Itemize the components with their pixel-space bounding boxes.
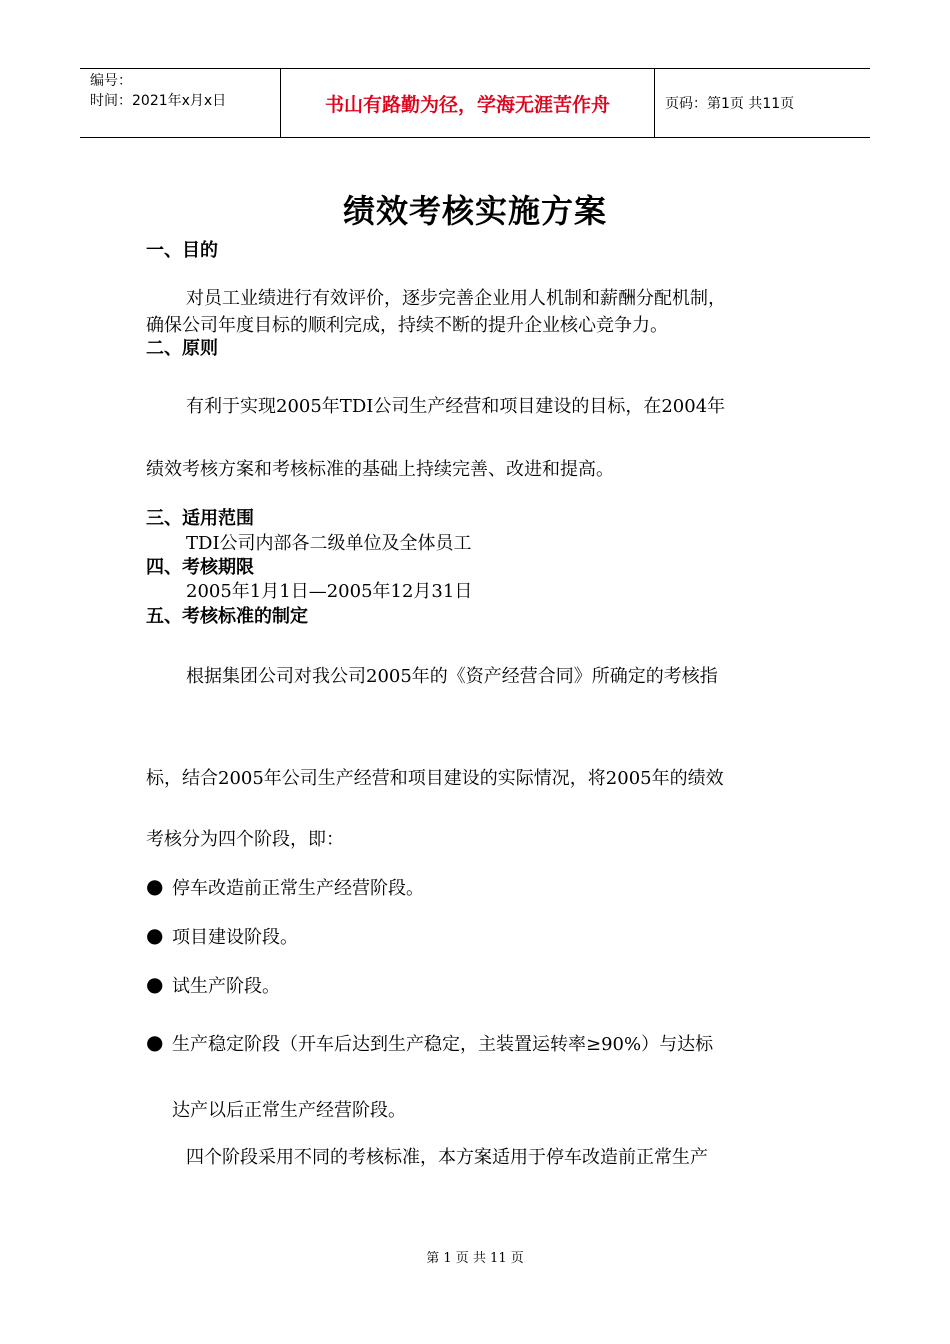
bullet-icon: ● [146, 972, 164, 996]
section-heading-principle: 二、原则 [146, 338, 218, 359]
standard-line-2: 标，结合2005年公司生产经营和项目建设的实际情况，将2005年的绩效 [146, 768, 724, 789]
standard-line-3: 考核分为四个阶段，即： [146, 829, 344, 850]
standard-line-1: 根据集团公司对我公司2005年的《资产经营合同》所确定的考核指 [186, 666, 718, 687]
body-last-line: 四个阶段采用不同的考核标准，本方案适用于停车改造前正常生产 [186, 1147, 708, 1168]
header-page-code: 页码：第1页 共11页 [665, 96, 795, 112]
header-meta-cell [80, 69, 280, 137]
serial-label: 编号： [90, 73, 132, 89]
page-footer: 第 1 页 共 11 页 [426, 1251, 524, 1266]
period-line: 2005年1月1日—2005年12月31日 [186, 581, 473, 602]
list-item-continuation: 达产以后正常生产经营阶段。 [172, 1100, 406, 1121]
header-divider-right [654, 69, 655, 137]
scope-line: TDI公司内部各二级单位及全体员工 [186, 533, 472, 554]
purpose-line-2: 确保公司年度目标的顺利完成，持续不断的提升企业核心竞争力。 [146, 315, 668, 336]
section-heading-period: 四、考核期限 [146, 557, 254, 578]
principle-line-1: 有利于实现2005年TDI公司生产经营和项目建设的目标，在2004年 [186, 396, 726, 417]
time-label: 时间：2021年x月x日 [90, 93, 227, 109]
list-item: 停车改造前正常生产经营阶段。 [172, 878, 424, 899]
list-item: 试生产阶段。 [172, 976, 280, 997]
purpose-line-1: 对员工业绩进行有效评价，逐步完善企业用人机制和薪酬分配机制， [186, 288, 726, 309]
list-item: 项目建设阶段。 [172, 927, 298, 948]
header-table [80, 68, 870, 138]
header-motto: 书山有路勤为径，学海无涯苦作舟 [324, 93, 610, 116]
section-heading-standard: 五、考核标准的制定 [146, 606, 308, 627]
bullet-icon: ● [146, 874, 164, 898]
bullet-icon: ● [146, 923, 164, 947]
list-item: 生产稳定阶段（开车后达到生产稳定，主装置运转率≥90%）与达标 [172, 1034, 714, 1055]
document-title: 绩效考核实施方案 [342, 192, 607, 230]
section-heading-purpose: 一、目的 [146, 240, 218, 261]
section-heading-scope: 三、适用范围 [146, 508, 254, 529]
principle-line-2: 绩效考核方案和考核标准的基础上持续完善、改进和提高。 [146, 459, 614, 480]
bullet-icon: ● [146, 1030, 164, 1054]
